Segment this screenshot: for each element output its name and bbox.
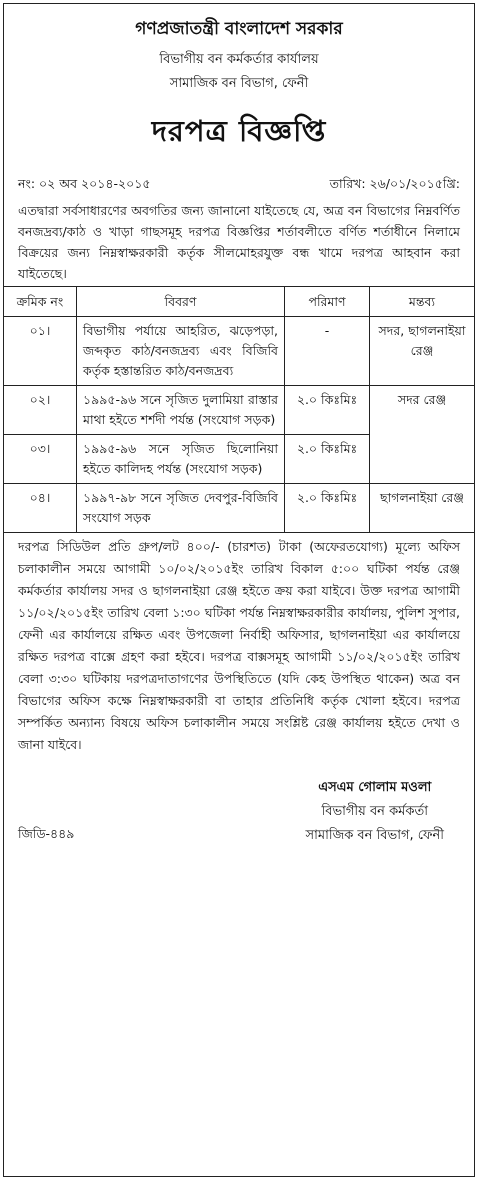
- notice-date: তারিখ: ২৬/০১/২০১৫খ্রি:: [329, 176, 460, 191]
- header-quantity: পরিমাণ: [285, 287, 370, 317]
- row-quantity: -: [285, 317, 370, 386]
- header-remarks: মন্তব্য: [370, 287, 475, 317]
- header-serial: ক্রমিক নং: [4, 287, 77, 317]
- row-quantity: ২.০ কিঃমিঃ: [285, 386, 370, 435]
- reference-line: [18, 176, 460, 196]
- row-description: বিভাগীয় পর্যায়ে আহরিত, ঝড়েপড়া, জব্দকৃত কাঠ/বনজদ্রব্য এবং বিজিবি কর্তৃক হস্তান্তরিত কাঠ/বনজদ্রব্য: [77, 317, 285, 386]
- notice-footer: [4, 756, 474, 856]
- row-serial: ০৪।: [4, 484, 77, 533]
- memo-number: নং: ০২ অব ২০১৪-২০১৫: [18, 176, 151, 191]
- row-serial: ০২।: [4, 386, 77, 435]
- division-name: সামাজিক বন বিভাগ, ফেনী: [169, 76, 309, 91]
- row-quantity: ২.০ কিঃমিঃ: [285, 435, 370, 484]
- row-description: ১৯৯৫-৯৬ সনে সৃজিত ছিলোনিয়া হইতে কালিদহ পর্যন্ত (সংযোগ সড়ক): [77, 435, 285, 484]
- tender-notice: [3, 3, 475, 1177]
- row-description: ১৯৯৭-৯৮ সনে সৃজিত দেবপুর-বিজিবি সংযোগ সড়ক: [77, 484, 285, 533]
- row-description: ১৯৯৫-৯৬ সনে সৃজিত দুলামিয়া রাস্তার মাথা হইতে শর্শদী পর্যন্ত (সংযোগ সড়ক): [77, 386, 285, 435]
- row-quantity: ২.০ কিঃমিঃ: [285, 484, 370, 533]
- table-row: [4, 484, 474, 533]
- notice-header: [4, 16, 474, 158]
- row-remarks: ছাগলনাইয়া রেঞ্জ: [370, 484, 475, 533]
- intro-paragraph: এতদ্বারা সর্বসাধারণের অবগতির জন্য জানানো যাইতেছে যে, অত্র বন বিভাগের নিম্নবর্ণিত বনজদ্রব্য/কাঠ ও খাড়া গাছসমূহ দরপত্র বিজ্ঞপ্তির শর্তাবলীতে বর্ণিত শর্তাধীনে নিলামে বিক্রয়ের জন্য নিম্নস্বাক্ষরকারী কর্তৃক সীলমোহরযুক্ত বন্ধ খামে দরপত্র আহবান করা যাইতেছে।: [18, 203, 460, 281]
- notice-title: দরপত্র বিজ্ঞপ্তি: [151, 114, 327, 148]
- signature-block: [306, 776, 445, 848]
- office-name: বিভাগীয় বন কর্মকর্তার কার্যালয়: [159, 52, 319, 67]
- row-remarks: সদর রেঞ্জ: [370, 386, 475, 484]
- signatory-name: এসএম গোলাম মওলা: [318, 780, 432, 795]
- table-header-row: [4, 287, 474, 317]
- table-row: [4, 317, 474, 386]
- table-row: [4, 386, 474, 435]
- row-serial: ০১।: [4, 317, 77, 386]
- government-name: গণপ্রজাতন্ত্রী বাংলাদেশ সরকার: [135, 19, 343, 39]
- schedule-notice: দরপত্র সিডিউল প্রতি গ্রুপ/লট ৪০০/- (চারশত) টাকা (অফেরতযোগ্য) মূল্যে অফিস চলাকালীন সময়ে আগামী ১০/০২/২০১৫ইং তারিখ বিকাল ৫:০০ ঘটিকা পর্যন্ত রেঞ্জ কর্মকর্তার কার্যালয় সদর ও ছাগলনাইয়া রেঞ্জ হইতে ক্রয় করা যাইবে। উক্ত দরপত্র আগামী ১১/০২/২০১৫ইং তারিখ বেলা ১:৩০ ঘটিকা পর্যন্ত নিম্নস্বাক্ষরকারীর কার্যালয়, পুলিশ সুপার, ফেনী এর কার্যালয়ে রক্ষিত এবং উপজেলা নির্বাহী অফিসার, ছাগলনাইয়া এর কার্যালয়ে রক্ষিত দরপত্র বাক্সে গ্রহণ করা হইবে। দরপত্র বাক্সসমূহ আগামী ১১/০২/২০১৫ইং তারিখ বেলা ৩:৩০ ঘটিকায় দরপত্রদাতাগণের উপস্থিতিতে (যদি কেহ উপস্থিত থাকেন) অত্র বন বিভাগের অফিস কক্ষে নিম্নস্বাক্ষরকারী বা তাহার প্রতিনিধি কর্তৃক খোলা হইবে। দরপত্র সম্পর্কিত অন্যান্য বিষয়ে অফিস চলাকালীন সময়ে সংশ্লিষ্ট রেঞ্জ কার্যালয় হইতে দেখা ও জানা যাইবে।: [18, 539, 460, 752]
- row-remarks: সদর, ছাগলনাইয়া রেঞ্জ: [370, 317, 475, 386]
- items-table: [4, 286, 474, 533]
- row-serial: ০৩।: [4, 435, 77, 484]
- signatory-designation: বিভাগীয় বন কর্মকর্তা: [321, 804, 428, 819]
- header-description: বিবরণ: [77, 287, 285, 317]
- signatory-office: সামাজিক বন বিভাগ, ফেনী: [305, 828, 444, 843]
- publication-code: জিডি-৪৪৯: [18, 826, 75, 841]
